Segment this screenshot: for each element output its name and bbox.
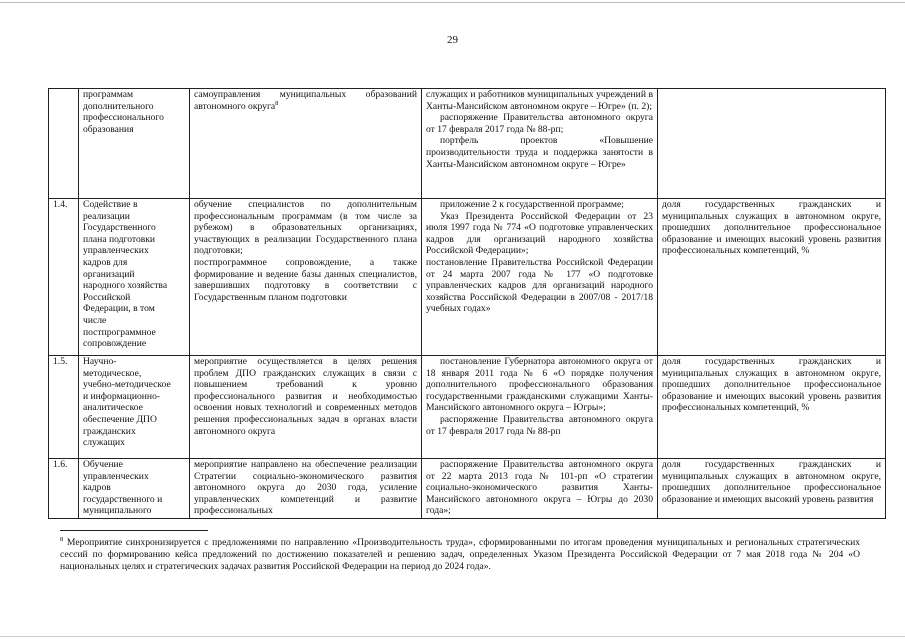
footnote-separator xyxy=(60,530,208,531)
table-row xyxy=(49,356,886,459)
table-row xyxy=(49,89,886,199)
legal-basis-cell: служащих и работников муниципальных учреждений в Ханты-Мансийском автономном округе – Югре» (п. 2); распоряжение Правительства автономного округа от 17 февраля 2017 года № 88-рп; портфель проектов «Повышение производительности труда и поддержка занятости в Ханты-Мансийском автономном округе – Югре» xyxy=(422,89,658,199)
measures-table xyxy=(48,88,886,519)
footnote-ref: 8 xyxy=(275,99,279,107)
measure-content-cell: мероприятие направлено на обеспечение реализации Стратегии социально-экономического развития автономного округа до 2030 года, усиление управленческих компетенций и развитие профессиональных xyxy=(190,459,422,519)
footnote xyxy=(60,537,860,572)
row-number xyxy=(49,89,79,199)
footnote-text: Мероприятие синхронизируется с предложениями по направлению «Производительность труда», сформированными по итогам проведения муниципальных и региональных стратегических сессий по формированию кейса предложений по достижению показателей и решению задач, определенных Указом Президента Российской Федерации от 7 мая 2018 года № 204 «О национальных целях и стратегических задачах развития Российской Федерации на период до 2024 года». xyxy=(60,537,860,572)
indicator-cell: доля государственных гражданских и муниципальных служащих в автономном округе, прошедших дополнительное профессиональное образование и имеющих высокий уровень развития профессиональных компетенций, % xyxy=(658,356,886,459)
legal-basis-cell: постановление Губернатора автономного округа от 18 января 2011 года № 6 «О порядке получения дополнительного профессионального образования государственными гражданскими служащими Ханты-Мансийского автономного округа – Югры»; распоряжение Правительства автономного округа от 17 февраля 2017 года № 88-рп xyxy=(422,356,658,459)
measure-name-cell: Научно- методическое, учебно-методическое и информационно- аналитическое обеспечение ДПО гражданских служащих xyxy=(79,356,190,459)
page-number: 29 xyxy=(447,34,458,46)
indicator-cell: доля государственных гражданских и муниципальных служащих в автономном округе, прошедших дополнительное профессиональное образование и имеющих высокий уровень развития профессиональных компетенций, % xyxy=(658,199,886,356)
footnote-mark: 8 xyxy=(60,535,64,543)
top-scan-edge xyxy=(0,2,905,3)
indicator-cell: доля государственных гражданских и муниципальных служащих в автономном округе, прошедших дополнительное профессиональное образование и имеющих высокий уровень развития xyxy=(658,459,886,519)
indicator-cell xyxy=(658,89,886,199)
legal-basis-cell: приложение 2 к государственной программе; Указ Президента Российской Федерации от 23 июля 1997 года № 774 «О подготовке управленческих кадров для организаций народного хозяйства Российской Федерации»; постановление Правительства Российской Федерации от 24 марта 2007 года № 177 «О подготовке управленческих кадров для организаций народного хозяйства Российской Федерации в 2007/08 - 2017/18 учебных годах» xyxy=(422,199,658,356)
measure-name-cell: Обучение управленческих кадров государственного и муниципального xyxy=(79,459,190,519)
bottom-scan-edge xyxy=(0,636,905,637)
row-number: 1.4. xyxy=(49,199,79,356)
table-row xyxy=(49,199,886,356)
table-row xyxy=(49,459,886,519)
measure-content-cell: обучение специалистов по дополнительным профессиональным программам (в том числе за рубежом) в образовательных организациях, участвующих в реализации Государственного плана подготовки; постпрограммное сопровождение, а также формирование и ведение базы данных специалистов, завершивших подготовку в соответствии с Государственным планом подготовки xyxy=(190,199,422,356)
row-number: 1.6. xyxy=(49,459,79,519)
legal-basis-cell: распоряжение Правительства автономного округа от 22 марта 2013 года № 101-рп «О стратегии социально-экономического развития Ханты-Мансийского автономного округа – Югры до 2030 года»; xyxy=(422,459,658,519)
measure-name-cell: программам дополнительного профессионального образования xyxy=(79,89,190,199)
measure-content-cell: мероприятие осуществляется в целях решения проблем ДПО гражданских служащих в связи с повышением требований к уровню профессионального развития и необходимостью освоения новых технологий и современных методов решения профессиональных задач в органах власти автономного округа xyxy=(190,356,422,459)
measure-content-cell: самоуправления муниципальных образований автономного округа$^8$ xyxy=(190,89,422,199)
measure-name-cell: Содействие в реализации Государственного плана подготовки управленческих кадров для организаций народного хозяйства Российской Федерации, в том числе постпрограммное сопровождение xyxy=(79,199,190,356)
row-number: 1.5. xyxy=(49,356,79,459)
